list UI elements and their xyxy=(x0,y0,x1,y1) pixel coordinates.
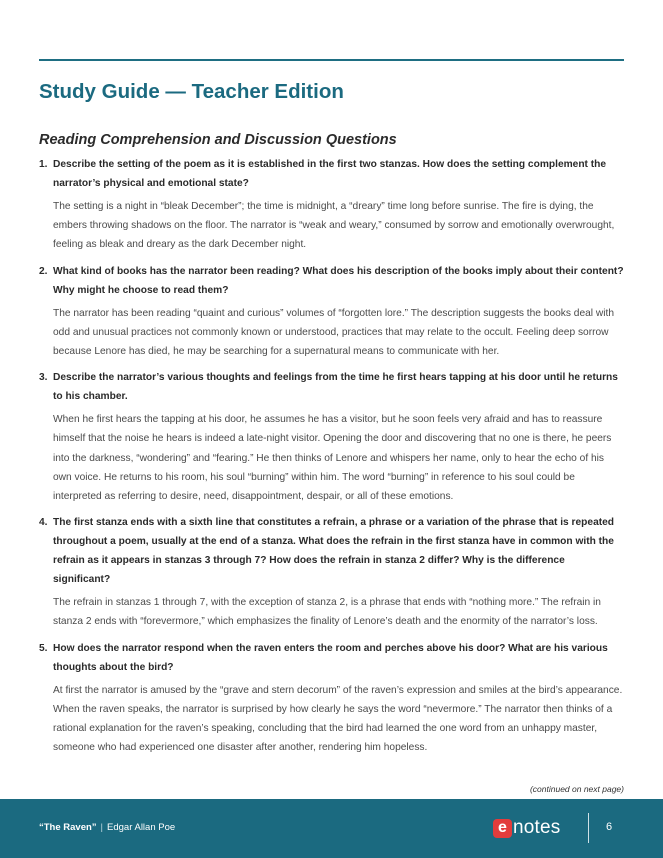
question-text: What kind of books has the narrator been reading? What does his description of the books imply about their content? Why might he choose to read them? xyxy=(53,265,624,296)
page-number: 6 xyxy=(606,821,613,833)
footer-bar xyxy=(0,799,663,858)
question-number: 5. xyxy=(39,642,48,654)
author-name: Edgar Allan Poe xyxy=(107,822,176,833)
answer-text: The setting is a night in “bleak December”; the time is midnight, a “dreary” time long before sunrise. The fire is dying, the embers throwing shadows on the floor. The narrator is “weak and weary,” consumed by sorrow and emotionally overwrought, feeling as bleak and dreary as the dark December night. xyxy=(53,201,615,251)
page-title: Study Guide — Teacher Edition xyxy=(39,80,344,103)
question-number: 4. xyxy=(39,517,48,529)
question-number: 1. xyxy=(39,159,48,170)
footer-citation xyxy=(39,822,175,833)
question-item-4 xyxy=(39,513,624,631)
logo-e-icon: e xyxy=(493,819,512,838)
question-number: 2. xyxy=(39,265,48,277)
enotes-logo[interactable] xyxy=(493,817,560,839)
question-item-2 xyxy=(39,262,624,362)
footer-divider xyxy=(588,813,589,843)
question-list xyxy=(39,155,624,764)
answer-text: The narrator has been reading “quaint and curious” volumes of “forgotten lore.” The description suggests the books deal with odd and unusual practices not commonly known or understood, practices that may relate to the occult. Feeling deep sorrow because Lenore has died, he may be searching for a supernatural means to communicate with her. xyxy=(53,307,615,358)
logo-text: notes xyxy=(513,817,561,838)
continued-note: (continued on next page) xyxy=(529,784,624,794)
question-text: The first stanza ends with a sixth line that constitutes a refrain, a phrase or a variation of the phrase that is repeated throughout a poem, usually at the end of a stanza. What does the refrain in the first stanza have in common with the refrain as it appears in stanzas 3 through 7? How does the refrain in stanza 2 differ? Why is the difference significant? xyxy=(53,517,615,586)
question-text: How does the narrator respond when the raven enters the room and perches above his door? What are his various thoughts about the bird? xyxy=(53,642,608,673)
top-rule xyxy=(39,59,624,61)
answer-text: When he first hears the tapping at his door, he assumes he has a visitor, but he soon feels very afraid and has to reassure himself that the noise he hears is indeed a late-night visitor. Opening the door and discovering that no one is there, he peers into the darkness, “wondering” and “fearing.” He then thinks of Lenore and whispers her name, only to hear the echo of his own voice. He returns to his room, his soul “burning” within him. The word “burning” in reference to his soul could be interpreted as referring to desire, need, disappointment, despair, or all of these emotions. xyxy=(53,414,612,503)
question-item-1 xyxy=(39,155,624,255)
work-title: “The Raven” xyxy=(39,822,97,833)
question-item-5 xyxy=(39,639,624,758)
question-number: 3. xyxy=(39,372,48,384)
question-text: Describe the narrator’s various thoughts and feelings from the time he first hears tapping at his door until he returns to his chamber. xyxy=(53,372,618,403)
question-text: Describe the setting of the poem as it is established in the first two stanzas. How does the setting complement the narrator’s physical and emotional state? xyxy=(53,159,607,189)
footer-separator: | xyxy=(100,822,104,833)
answer-text: At first the narrator is amused by the “grave and stern decorum” of the raven’s expression and smiles at the bird’s appearance. When the raven speaks, the narrator is surprised by how clearly he says the word “nevermore.” The narrator then thinks of a rational explanation for the raven’s speaking, concluding that the bird had learned the one word from an unhappy master, someone who had experienced one disaster after another, rendering him hopeless. xyxy=(53,684,623,754)
section-title: Reading Comprehension and Discussion Questions xyxy=(39,132,397,148)
answer-text: The refrain in stanzas 1 through 7, with the exception of stanza 2, is a phrase that ends with “nothing more.” The refrain in stanza 2 ends with “forevermore,” which emphasizes the finality of Lenore’s death and the enormity of the narrator’s loss. xyxy=(53,597,601,628)
question-item-3 xyxy=(39,368,624,506)
